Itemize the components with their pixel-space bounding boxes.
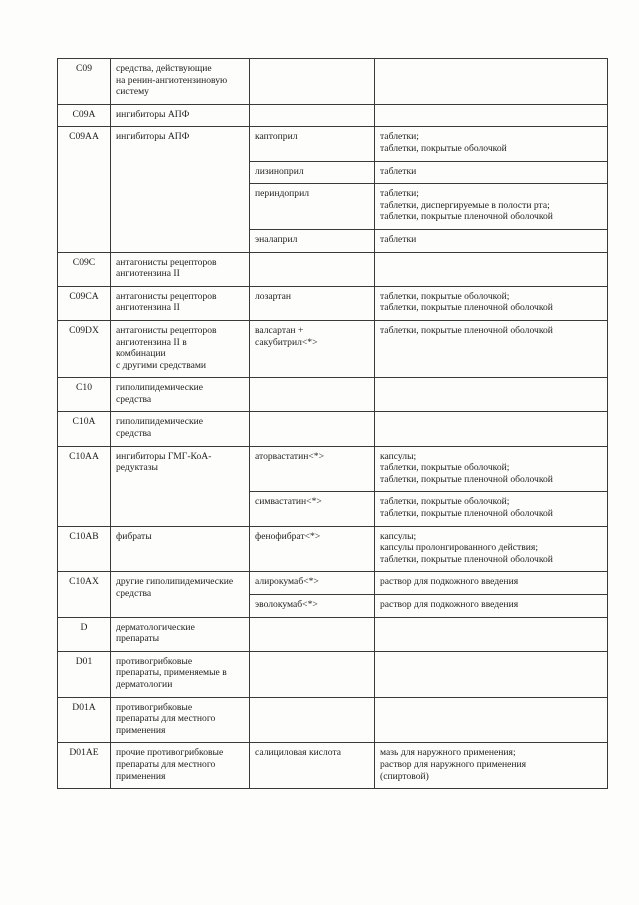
table-row bbox=[58, 446, 608, 492]
group-name-cell: противогрибковые препараты, применяемые в дерматологии bbox=[111, 651, 250, 697]
table-row bbox=[58, 127, 608, 161]
drug-classification-table bbox=[57, 58, 608, 789]
dosage-forms-cell: таблетки, покрытые оболочкой; таблетки, покрытые пленочной оболочкой bbox=[375, 286, 608, 320]
group-name-cell: средства, действующие на ренин-ангиотензиновую систему bbox=[111, 59, 250, 105]
drug-name-cell: аторвастатин<*> bbox=[250, 446, 375, 492]
dosage-forms-cell: таблетки, покрытые пленочной оболочкой bbox=[375, 320, 608, 377]
dosage-forms-cell bbox=[375, 252, 608, 286]
dosage-forms-cell bbox=[375, 617, 608, 651]
dosage-forms-cell: таблетки bbox=[375, 161, 608, 184]
table-body bbox=[58, 59, 608, 789]
drug-name-cell: периндоприл bbox=[250, 184, 375, 230]
atc-code-cell: D bbox=[58, 617, 111, 651]
drug-name-cell bbox=[250, 252, 375, 286]
atc-code-cell: D01AE bbox=[58, 743, 111, 789]
table-row bbox=[58, 743, 608, 789]
group-name-cell: противогрибковые препараты для местного применения bbox=[111, 697, 250, 743]
drug-name-cell bbox=[250, 412, 375, 446]
atc-code-cell: C09 bbox=[58, 59, 111, 105]
atc-code-cell: C09AA bbox=[58, 127, 111, 252]
drug-name-cell: симвастатин<*> bbox=[250, 492, 375, 526]
drug-name-cell bbox=[250, 59, 375, 105]
group-name-cell: другие гиполипидемические средства bbox=[111, 572, 250, 617]
drug-name-cell: эволокумаб<*> bbox=[250, 595, 375, 618]
dosage-forms-cell bbox=[375, 59, 608, 105]
drug-name-cell: эналаприл bbox=[250, 229, 375, 252]
table-row bbox=[58, 286, 608, 320]
group-name-cell: ингибиторы АПФ bbox=[111, 127, 250, 252]
dosage-forms-cell: раствор для подкожного введения bbox=[375, 595, 608, 618]
group-name-cell: прочие противогрибковые препараты для местного применения bbox=[111, 743, 250, 789]
atc-code-cell: C09C bbox=[58, 252, 111, 286]
group-name-cell: антагонисты рецепторов ангиотензина II в комбинации с другими средствами bbox=[111, 320, 250, 377]
dosage-forms-cell bbox=[375, 697, 608, 743]
drug-name-cell: салициловая кислота bbox=[250, 743, 375, 789]
dosage-forms-cell: таблетки; таблетки, покрытые оболочкой bbox=[375, 127, 608, 161]
group-name-cell: дерматологические препараты bbox=[111, 617, 250, 651]
atc-code-cell: C09A bbox=[58, 104, 111, 127]
group-name-cell: ингибиторы АПФ bbox=[111, 104, 250, 127]
drug-name-cell: алирокумаб<*> bbox=[250, 572, 375, 595]
group-name-cell: гиполипидемические средства bbox=[111, 412, 250, 446]
atc-code-cell: C09CA bbox=[58, 286, 111, 320]
drug-name-cell: фенофибрат<*> bbox=[250, 526, 375, 572]
table-row bbox=[58, 526, 608, 572]
atc-code-cell: C09DX bbox=[58, 320, 111, 377]
dosage-forms-cell: таблетки; таблетки, диспергируемые в полости рта; таблетки, покрытые пленочной оболочкой bbox=[375, 184, 608, 230]
table-row bbox=[58, 572, 608, 595]
group-name-cell: гиполипидемические средства bbox=[111, 378, 250, 412]
group-name-cell: антагонисты рецепторов ангиотензина II bbox=[111, 252, 250, 286]
drug-name-cell bbox=[250, 104, 375, 127]
dosage-forms-cell: таблетки bbox=[375, 229, 608, 252]
dosage-forms-cell bbox=[375, 104, 608, 127]
table-row bbox=[58, 651, 608, 697]
group-name-cell: ингибиторы ГМГ-КоА- редуктазы bbox=[111, 446, 250, 526]
drug-name-cell: валсартан + сакубитрил<*> bbox=[250, 320, 375, 377]
atc-code-cell: D01 bbox=[58, 651, 111, 697]
dosage-forms-cell: капсулы; таблетки, покрытые оболочкой; таблетки, покрытые пленочной оболочкой bbox=[375, 446, 608, 492]
atc-code-cell: C10 bbox=[58, 378, 111, 412]
group-name-cell: антагонисты рецепторов ангиотензина II bbox=[111, 286, 250, 320]
atc-code-cell: D01A bbox=[58, 697, 111, 743]
group-name-cell: фибраты bbox=[111, 526, 250, 572]
atc-code-cell: C10AA bbox=[58, 446, 111, 526]
dosage-forms-cell bbox=[375, 651, 608, 697]
atc-code-cell: C10AB bbox=[58, 526, 111, 572]
table-row bbox=[58, 252, 608, 286]
dosage-forms-cell bbox=[375, 378, 608, 412]
drug-name-cell bbox=[250, 651, 375, 697]
table-row bbox=[58, 104, 608, 127]
dosage-forms-cell bbox=[375, 412, 608, 446]
table-row bbox=[58, 617, 608, 651]
atc-code-cell: C10AX bbox=[58, 572, 111, 617]
drug-name-cell bbox=[250, 617, 375, 651]
atc-code-cell: C10A bbox=[58, 412, 111, 446]
drug-name-cell: лозартан bbox=[250, 286, 375, 320]
drug-name-cell bbox=[250, 697, 375, 743]
dosage-forms-cell: капсулы; капсулы пролонгированного действия; таблетки, покрытые пленочной оболочкой bbox=[375, 526, 608, 572]
dosage-forms-cell: раствор для подкожного введения bbox=[375, 572, 608, 595]
table-row bbox=[58, 697, 608, 743]
drug-name-cell: каптоприл bbox=[250, 127, 375, 161]
table-row bbox=[58, 320, 608, 377]
table-row bbox=[58, 59, 608, 105]
drug-name-cell: лизиноприл bbox=[250, 161, 375, 184]
table-row bbox=[58, 378, 608, 412]
drug-name-cell bbox=[250, 378, 375, 412]
table-row bbox=[58, 412, 608, 446]
dosage-forms-cell: таблетки, покрытые оболочкой; таблетки, покрытые пленочной оболочкой bbox=[375, 492, 608, 526]
dosage-forms-cell: мазь для наружного применения; раствор для наружного применения (спиртовой) bbox=[375, 743, 608, 789]
